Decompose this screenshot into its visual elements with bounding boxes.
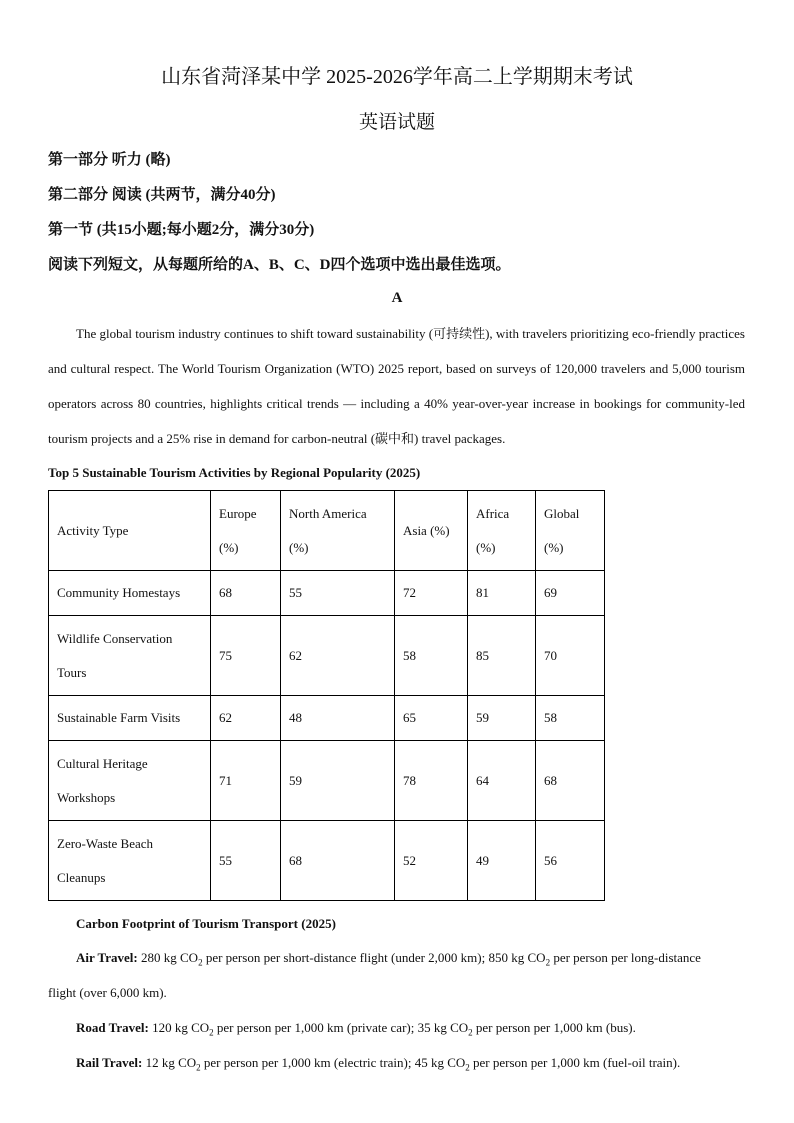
section1-heading: 第一节 (共15小题;每小题2分，满分30分) [48,222,315,238]
table-cell: 62 [211,696,281,741]
rail-text-b: per person per 1,000 km (electric train); 45 kg [200,1055,448,1070]
table-row [49,741,605,821]
rail-text-c: per person per 1,000 km (fuel-oil train). [469,1055,681,1070]
co2-subscript: 2 [198,957,203,968]
road-text-a: 120 kg [152,1020,192,1035]
table-header-row [49,491,605,571]
header-cell: Asia (%) [395,491,468,571]
table-row [49,821,605,901]
road-travel-line [76,1020,636,1038]
exam-subtitle: 英语试题 [358,112,435,133]
road-travel-label: Road Travel: [76,1020,149,1035]
table-cell: 49 [468,821,536,901]
table-caption: Top 5 Sustainable Tourism Activities by Regional Popularity (2025) [48,465,421,480]
exam-title: 山东省菏泽某中学 2025-2026学年高二上学期期末考试 [161,66,633,88]
table-cell: 56 [536,821,605,901]
rail-travel-label: Rail Travel: [76,1055,143,1070]
table-cell: Cultural Heritage Workshops [49,741,211,821]
air-travel-line [76,950,701,968]
table-cell: 58 [536,696,605,741]
co2-subscript: 2 [209,1027,214,1038]
table-cell: 52 [395,821,468,901]
co2-text: CO [191,1020,210,1035]
table-cell: 81 [468,571,536,616]
air-text-c: per person per long-distance [550,950,701,965]
air-travel-line-cont: flight (over 6,000 km). [48,985,167,1000]
table-cell: 75 [211,616,281,696]
table-cell: 55 [211,821,281,901]
table-cell: Sustainable Farm Visits [49,696,211,741]
table-cell: 59 [281,741,395,821]
carbon-section-title: Carbon Footprint of Tourism Transport (2025) [76,916,336,931]
part2-heading: 第二部分 阅读 (共两节，满分40分) [48,187,276,203]
header-cell: North America (%) [281,491,395,571]
table-cell: 71 [211,741,281,821]
co2-subscript: 2 [545,957,551,968]
table-row [49,571,605,616]
co2-subscript: 2 [196,1062,201,1073]
air-text-a: 280 kg [141,950,180,965]
table-cell: 58 [395,616,468,696]
rail-text-a: 12 kg [145,1055,179,1070]
table-cell: 85 [468,616,536,696]
co2-subscript: 2 [468,1027,473,1038]
header-cell: Activity Type [49,491,211,571]
co2-text: CO [447,1055,466,1070]
part1-heading: 第一部分 听力 (略) [48,152,171,168]
rail-travel-line [76,1055,680,1073]
table-cell: 64 [468,741,536,821]
instruction-text: 阅读下列短文，从每题所给的A、B、C、D四个选项中选出最佳选项。 [48,257,511,273]
table-cell: 48 [281,696,395,741]
air-text-b: per person per short-distance flight (under 2,000 km); 850 kg [202,950,528,965]
passage-letter: A [391,290,403,306]
road-text-b: per person per 1,000 km (private car); 35 kg [213,1020,451,1035]
header-cell: Europe (%) [211,491,281,571]
co2-text: CO [450,1020,469,1035]
table-cell: 65 [395,696,468,741]
table-cell: 72 [395,571,468,616]
table-row [49,616,605,696]
air-travel-label: Air Travel: [76,950,138,965]
road-text-c: per person per 1,000 km (bus). [472,1020,636,1035]
passage-text: The global tourism industry continues to shift toward sustainability (可持续性), with travelers prioritizing eco-friendly practices and cultural respect. The World Tourism Organization (WTO) 2025 report, based on surveys of 120,000 travelers and 5,000 tourism operators across 80 countries, highlights critical trends — including a 40% year-over-year increase in bookings for community-led tourism projects and a 25% rise in demand for carbon-neutral (碳中和) travel packages. [48,326,745,446]
co2-text: CO [527,950,546,965]
table-cell: 69 [536,571,605,616]
table-cell: 55 [281,571,395,616]
table-cell: 68 [536,741,605,821]
co2-subscript: 2 [465,1062,470,1073]
table-cell: 78 [395,741,468,821]
passage-paragraph [48,316,745,456]
header-cell: Africa (%) [468,491,536,571]
table-cell: 59 [468,696,536,741]
table-row [49,696,605,741]
table-cell: 68 [281,821,395,901]
co2-text: CO [178,1055,197,1070]
table-cell: Wildlife Conservation Tours [49,616,211,696]
header-cell: Global (%) [536,491,605,571]
co2-text: CO [180,950,199,965]
table-cell: 68 [211,571,281,616]
table-cell: 70 [536,616,605,696]
table-cell: 62 [281,616,395,696]
table-cell: Community Homestays [49,571,211,616]
tourism-table [48,490,605,901]
table-cell: Zero-Waste Beach Cleanups [49,821,211,901]
